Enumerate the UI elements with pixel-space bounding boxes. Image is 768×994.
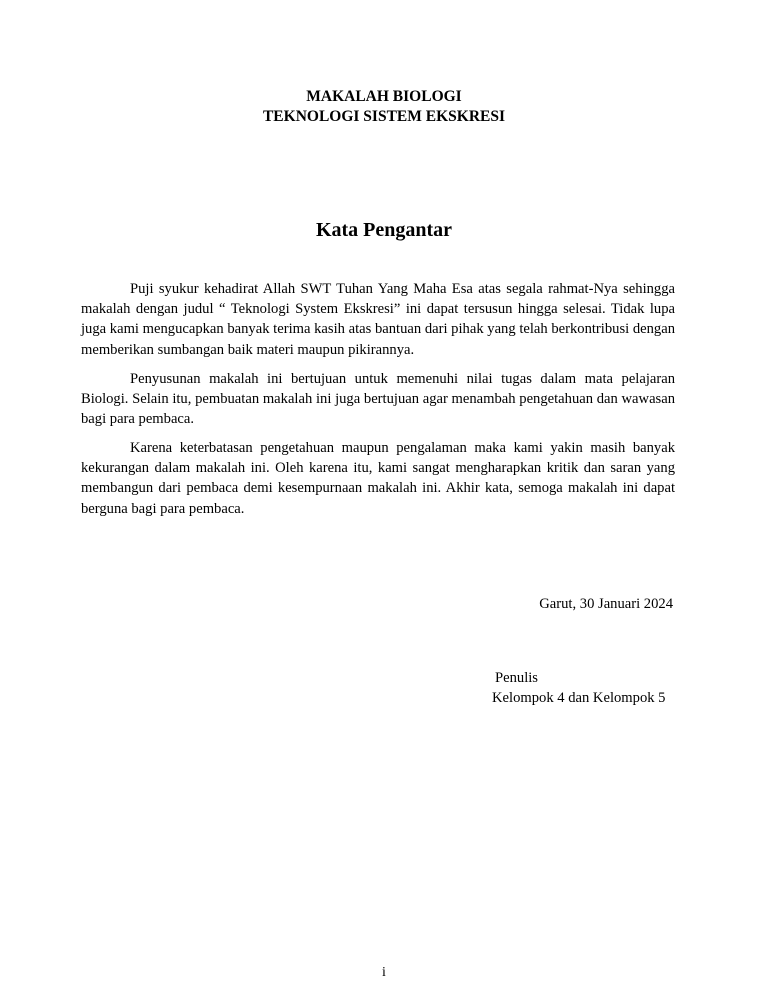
author-name: Kelompok 4 dan Kelompok 5 bbox=[492, 690, 666, 706]
paragraph-3: Karena keterbatasan pengetahuan maupun pengalaman maka kami yakin masih banyak kekurangan dalam makalah ini. Oleh karena itu, kami sangat mengharapkan kritik dan saran yang membangun dari pembaca demi kesempurnaan makalah ini. Akhir kata, semoga makalah ini dapat berguna bagi para pembaca. bbox=[81, 440, 675, 517]
paragraph-2: Penyusunan makalah ini bertujuan untuk memenuhi nilai tugas dalam mata pelajaran Biologi. Selain itu, pembuatan makalah ini juga bertujuan agar menambah pengetahuan dan wawasan bagi para pembaca. bbox=[81, 371, 675, 428]
paragraph-1: Puji syukur kehadirat Allah SWT Tuhan Yang Maha Esa atas segala rahmat-Nya sehingga makalah dengan judul “ Teknologi System Ekskresi” ini dapat tersusun hingga selesai. Tidak lupa juga kami mengucapkan banyak terima kasih atas bantuan dari pihak yang telah berkontribusi dengan memberikan sumbangan baik materi maupun pikirannya. bbox=[81, 281, 675, 358]
place-date: Garut, 30 Januari 2024 bbox=[539, 596, 673, 612]
section-heading: Kata Pengantar bbox=[315, 219, 453, 241]
author-label: Penulis bbox=[495, 670, 538, 686]
document-title-line2: TEKNOLOGI SISTEM EKSKRESI bbox=[262, 108, 506, 125]
document-title-line1: MAKALAH BIOLOGI bbox=[306, 88, 462, 105]
page-number: i bbox=[382, 965, 386, 980]
